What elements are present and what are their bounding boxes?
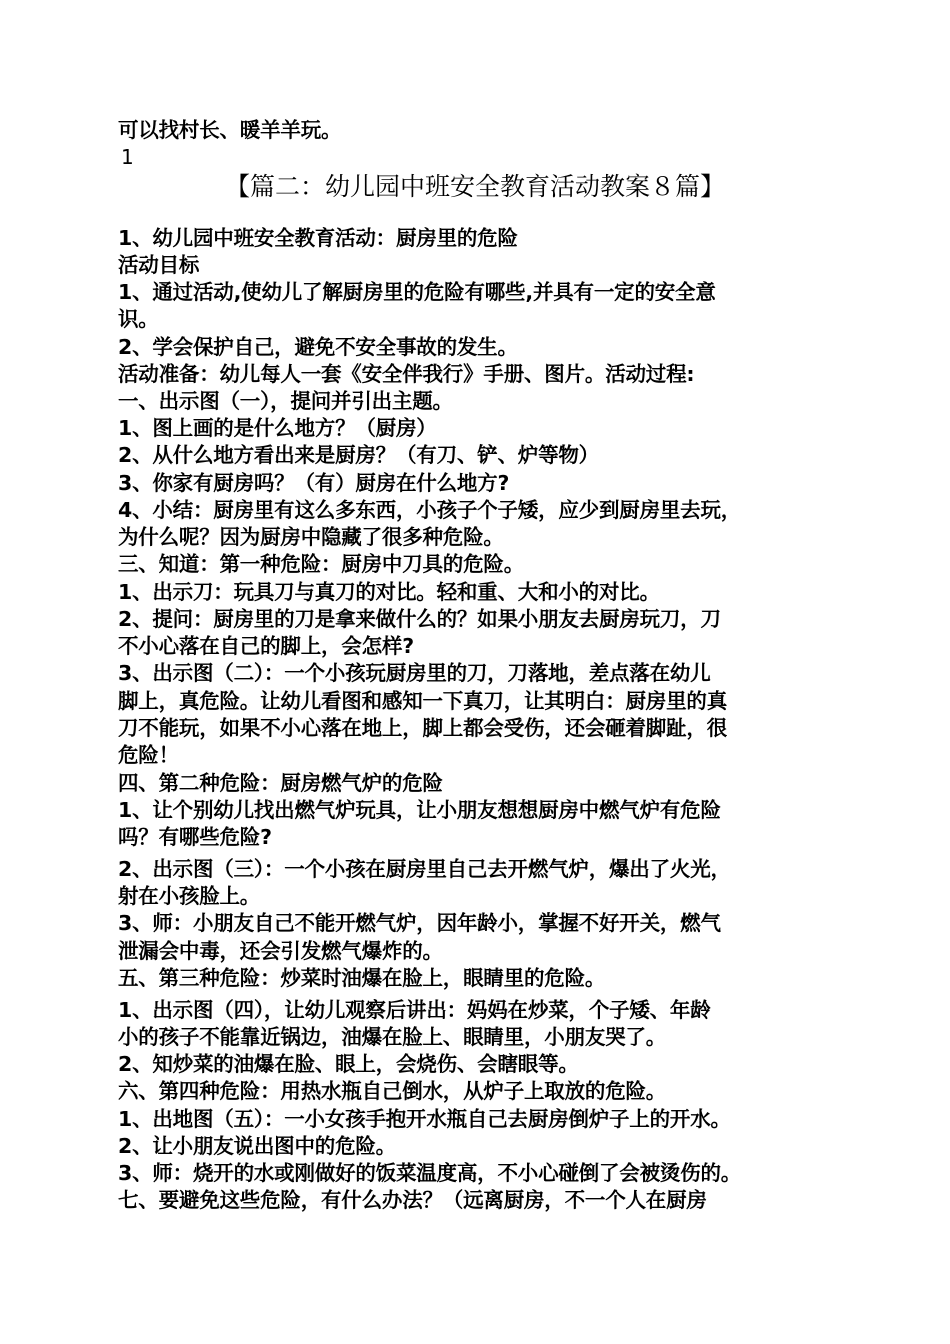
body-line: 1、出地图（五）：一小女孩手抱开水瓶自己去厨房倒炉子上的开水。 <box>118 1107 731 1131</box>
body-line: 1、出示刀：玩具刀与真刀的对比。轻和重、大和小的对比。 <box>118 580 660 604</box>
page-number: 1 <box>121 145 134 169</box>
section-heading: 【篇二：幼儿园中班安全教育活动教案８篇】 <box>224 172 725 201</box>
body-line: 1、通过活动,使幼儿了解厨房里的危险有哪些,并具有一定的安全意 <box>118 280 716 304</box>
body-line: 1、出示图（四），让幼儿观察后讲出：妈妈在炒菜，个子矮、年龄 <box>118 998 711 1022</box>
body-line: 不小心落在自己的脚上，会怎样? <box>118 634 414 658</box>
body-line: 4、小结：厨房里有这么多东西，小孩子个子矮，应少到厨房里去玩， <box>118 498 742 522</box>
body-line: 三、知道：第一种危险：厨房中刀具的危险。 <box>118 552 524 576</box>
body-line: 危险！ <box>118 743 179 767</box>
body-line: 2、出示图（三）：一个小孩在厨房里自己去开燃气炉，爆出了火光， <box>118 857 731 881</box>
body-line: 四、第二种危险：厨房燃气炉的危险 <box>118 771 443 795</box>
body-line: 刀不能玩，如果不小心落在地上，脚上都会受伤，还会砸着脚趾，很 <box>118 716 727 740</box>
body-line: 射在小孩脸上。 <box>118 884 261 908</box>
body-line: 六、第四种危险：用热水瓶自己倒水，从炉子上取放的危险。 <box>118 1079 667 1103</box>
body-line: 2、让小朋友说出图中的危险。 <box>118 1134 396 1158</box>
body-line: 3、师：烧开的水或刚做好的饭菜温度高，不小心碰倒了会被烫伤的。 <box>118 1161 742 1185</box>
top-line: 可以找村长、暖羊羊玩。 <box>118 118 342 142</box>
body-line: 一、出示图（一），提问并引出主题。 <box>118 389 453 413</box>
body-line: 3、出示图（二）：一个小孩玩厨房里的刀，刀落地，差点落在幼儿 <box>118 661 711 685</box>
body-line: 脚上，真危险。让幼儿看图和感知一下真刀，让其明白：厨房里的真 <box>118 689 727 713</box>
body-line: 吗？有哪些危险? <box>118 825 272 849</box>
body-line: 3、师：小朋友自己不能开燃气炉，因年龄小，掌握不好开关，燃气 <box>118 911 721 935</box>
body-line: 2、提问：厨房里的刀是拿来做什么的？如果小朋友去厨房玩刀，刀 <box>118 607 721 631</box>
body-line: 2、从什么地方看出来是厨房？（有刀、铲、炉等物） <box>118 443 599 467</box>
body-line: 1、让个别幼儿找出燃气炉玩具，让小朋友想想厨房中燃气炉有危险 <box>118 798 721 822</box>
body-line: 2、学会保护自己，避免不安全事故的发生。 <box>118 335 518 359</box>
body-line: 为什么呢？因为厨房中隐藏了很多种危险。 <box>118 525 504 549</box>
body-line: 五、第三种危险：炒菜时油爆在脸上，眼睛里的危险。 <box>118 966 606 990</box>
body-line: 1、幼儿园中班安全教育活动：厨房里的危险 <box>118 226 518 250</box>
body-line: 活动准备：幼儿每人一套《安全伴我行》手册、图片。活动过程: <box>118 362 695 386</box>
body-line: 七、要避免这些危险，有什么办法？（远离厨房，不一个人在厨房 <box>118 1188 707 1212</box>
body-line: 识。 <box>118 307 159 331</box>
body-line: 3、你家有厨房吗？（有）厨房在什么地方? <box>118 471 510 495</box>
body-line: 2、知炒菜的油爆在脸、眼上，会烧伤、会瞎眼等。 <box>118 1052 579 1076</box>
body-line: 1、图上画的是什么地方？（厨房） <box>118 416 437 440</box>
body-line: 小的孩子不能靠近锅边，油爆在脸上、眼睛里，小朋友哭了。 <box>118 1025 667 1049</box>
body-line: 活动目标 <box>118 253 200 277</box>
body-line: 泄漏会中毒，还会引发燃气爆炸的。 <box>118 939 443 963</box>
